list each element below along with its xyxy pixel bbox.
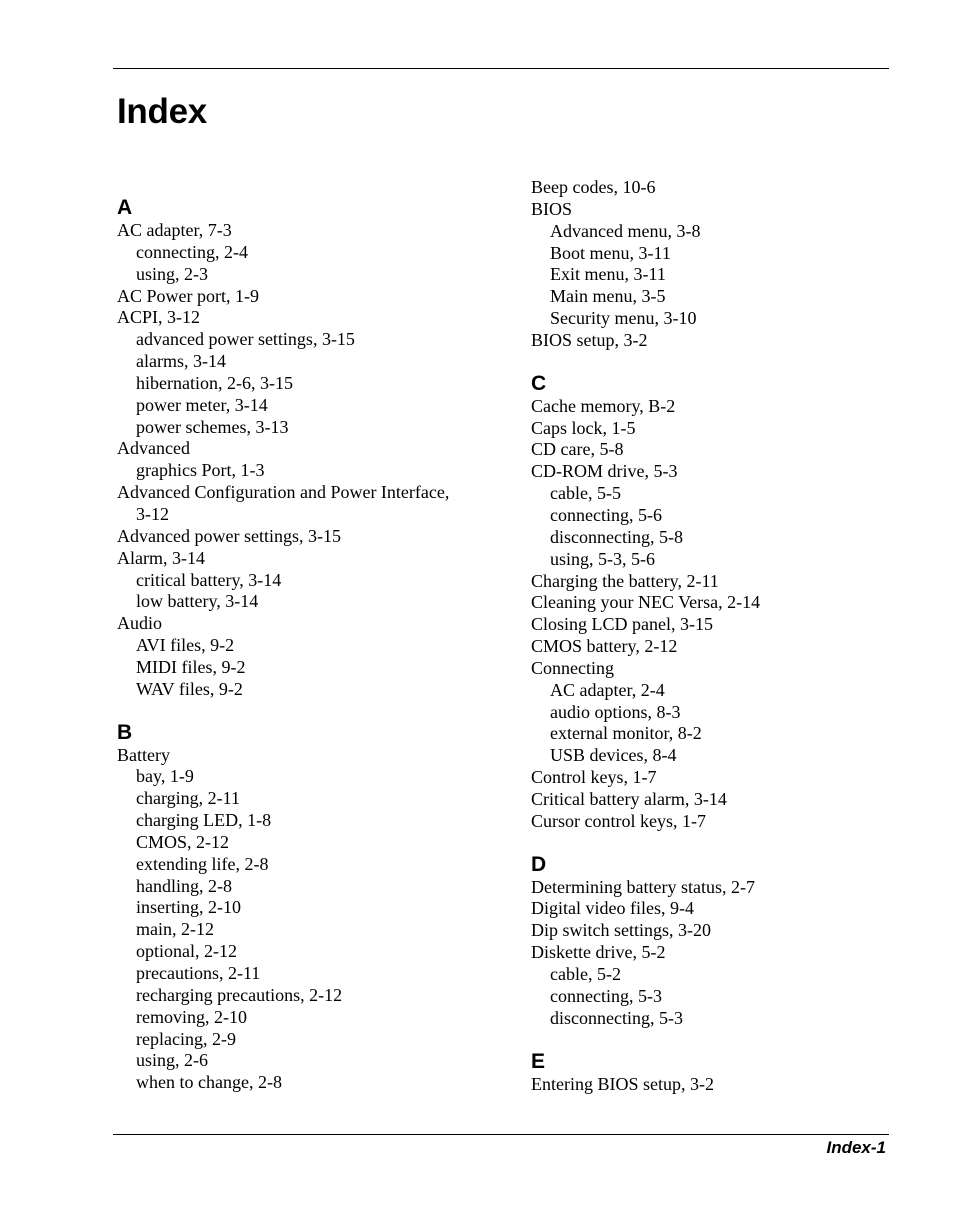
index-subentry: cable, 5-5 [550,483,621,504]
section-letter-e: E [531,1049,546,1073]
index-entry: Entering BIOS setup, 3-2 [531,1073,714,1094]
index-entry: Determining battery status, 2-7 [531,876,755,897]
section-letter-a: A [117,196,133,219]
section-letter-b: B [117,720,133,744]
index-column-right [531,177,891,1095]
index-subentry: using, 2-3 [136,263,208,284]
index-subentry: critical battery, 3-14 [136,569,282,590]
index-entry: CD care, 5-8 [531,439,624,460]
index-subentry: cable, 5-2 [550,964,621,984]
index-entry: Critical battery alarm, 3-14 [531,788,727,809]
index-subentry: low battery, 3-14 [136,591,259,612]
index-entry: Cleaning your NEC Versa, 2-14 [531,592,761,613]
top-rule [113,68,889,69]
section-b-entries [117,745,497,1095]
page-title: Index [117,92,207,131]
bottom-rule [113,1134,889,1135]
index-entry: Battery [117,744,170,765]
index-entry: BIOS [531,198,573,219]
index-subentry: Main menu, 3-5 [550,286,666,307]
index-subentry: graphics Port, 1-3 [136,460,265,481]
index-subentry: charging, 2-11 [136,788,240,809]
index-entry: Audio [117,613,162,634]
index-subentry: Exit menu, 3-11 [550,264,666,285]
index-subentry: Security menu, 3-10 [550,308,697,329]
index-entry: Cache memory, B-2 [531,395,676,416]
index-column-left [117,196,497,1094]
index-entry: Digital video files, 9-4 [531,898,694,919]
index-subentry: charging LED, 1-8 [136,810,272,831]
index-subentry: using, 5-3, 5-6 [550,548,655,569]
index-subentry: recharging precautions, 2-12 [136,984,343,1005]
section-letter-c: C [531,371,547,395]
index-entry: Charging the battery, 2-11 [531,570,719,591]
index-subentry: Boot menu, 3-11 [550,242,671,263]
index-subentry: disconnecting, 5-8 [550,526,683,547]
index-entry: Advanced Configuration and Power Interface, [117,482,450,503]
index-entry: Diskette drive, 5-2 [531,942,666,963]
section-letter-d: D [531,852,547,876]
index-subentry: when to change, 2-8 [136,1072,282,1093]
index-subentry: extending life, 2-8 [136,853,269,874]
index-subentry: using, 2-6 [136,1050,208,1071]
index-subentry: optional, 2-12 [136,941,237,962]
index-subentry: external monitor, 8-2 [550,723,702,744]
section-e-entries [531,1074,891,1096]
index-subentry: precautions, 2-11 [136,963,261,983]
index-subentry: connecting, 2-4 [136,241,248,262]
index-entry: Dip switch settings, 3-20 [531,920,711,941]
index-subentry: power meter, 3-14 [136,394,268,415]
index-subentry: advanced power settings, 3-15 [136,329,355,350]
index-subentry: inserting, 2-10 [136,897,241,918]
index-subentry: AC adapter, 2-4 [550,679,665,700]
section-c-entries [531,396,891,833]
index-entry-continuation: 3-12 [136,503,169,524]
index-entry: Connecting [531,657,614,678]
index-subentry: connecting, 5-6 [550,504,662,525]
section-b-continued-entries [531,177,891,352]
index-subentry: hibernation, 2-6, 3-15 [136,372,293,393]
index-subentry: connecting, 5-3 [550,985,662,1006]
index-subentry: replacing, 2-9 [136,1028,236,1049]
index-subentry: AVI files, 9-2 [136,635,235,656]
index-subentry: removing, 2-10 [136,1006,247,1027]
index-entry: Alarm, 3-14 [117,547,205,568]
index-entry: AC Power port, 1-9 [117,285,259,306]
index-subentry: USB devices, 8-4 [550,745,677,766]
index-entry: Advanced [117,438,190,459]
index-entry: Caps lock, 1-5 [531,417,636,438]
index-subentry: bay, 1-9 [136,766,194,787]
index-subentry: WAV files, 9-2 [136,678,243,699]
index-subentry: audio options, 8-3 [550,701,681,722]
index-entry: Cursor control keys, 1-7 [531,810,706,831]
page-footer-number: Index-1 [826,1138,886,1157]
index-entry: CD-ROM drive, 5-3 [531,461,678,482]
index-subentry: alarms, 3-14 [136,351,226,372]
index-entry: Closing LCD panel, 3-15 [531,614,713,635]
index-entry: BIOS setup, 3-2 [531,329,648,350]
index-subentry: Advanced menu, 3-8 [550,220,701,241]
index-subentry: disconnecting, 5-3 [550,1007,683,1028]
index-entry: Control keys, 1-7 [531,767,657,788]
index-entry: ACPI, 3-12 [117,307,201,328]
index-subentry: power schemes, 3-13 [136,416,289,437]
index-entry: Advanced power settings, 3-15 [117,525,341,546]
index-entry: Beep codes, 10-6 [531,177,656,197]
index-subentry: MIDI files, 9-2 [136,656,246,677]
index-subentry: handling, 2-8 [136,875,232,896]
section-a-entries [117,220,497,701]
index-subentry: main, 2-12 [136,919,214,940]
section-d-entries [531,877,891,1030]
index-subentry: CMOS, 2-12 [136,831,230,852]
index-entry: CMOS battery, 2-12 [531,636,678,657]
index-entry: AC adapter, 7-3 [117,220,232,240]
